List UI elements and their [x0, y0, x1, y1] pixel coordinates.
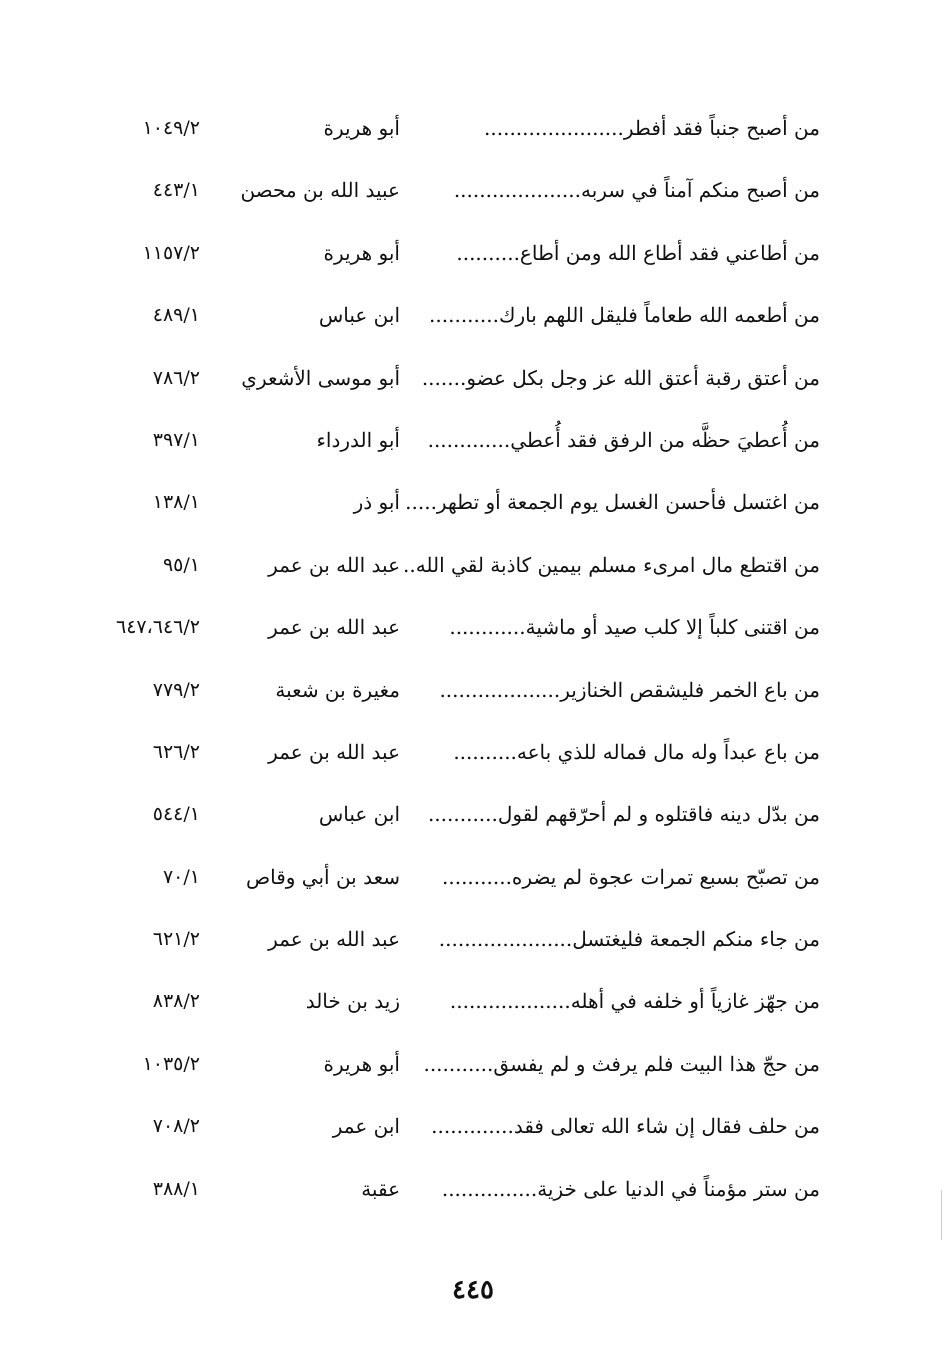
- narrator-name: سعد بن أبي وقاص: [245, 864, 400, 889]
- narrator-name: عبد الله بن عمر: [268, 739, 400, 764]
- index-entry: [100, 969, 830, 1031]
- index-entry: [100, 158, 830, 220]
- narrator-name: أبو الدرداء: [316, 427, 400, 452]
- hadith-text: من اغتسل فأحسن الغسل يوم الجمعة أو تطهر.....: [405, 490, 820, 515]
- index-entry: [100, 845, 830, 907]
- hadith-text: من أطعمه الله طعاماً فليقل اللهم بارك...........: [429, 303, 820, 328]
- index-entry: [100, 1157, 830, 1219]
- volume-page-reference: ١٠٤٩/٢: [142, 117, 200, 139]
- narrator-name: عبد الله بن عمر: [268, 927, 400, 952]
- hadith-text: من بدّل دينه فاقتلوه و لم أحرّقهم لقول...........: [427, 802, 820, 827]
- narrator-name: أبو هريرة: [323, 240, 400, 265]
- hadith-text: من حلف فقال إن شاء الله تعالى فقد.............: [431, 1114, 820, 1139]
- narrator-name: أبو موسى الأشعري: [241, 365, 400, 390]
- index-entry: [100, 658, 830, 720]
- index-entry: [100, 221, 830, 283]
- hadith-text: من أعتق رقبة أعتق الله عز وجل بكل عضو.......: [421, 365, 820, 390]
- index-entry: [100, 96, 830, 158]
- volume-page-reference: ٦٢٦/٢: [152, 740, 200, 763]
- hadith-text: من أُعطيَ حظَّه من الرفق فقد أُعطي.............: [427, 427, 820, 452]
- hadith-text: من أصبح جنباً فقد أفطر......................: [484, 116, 820, 140]
- narrator-name: ابن عباس: [318, 802, 400, 827]
- hadith-text: من أطاعني فقد أطاع الله ومن أطاع..........: [456, 240, 820, 265]
- volume-page-reference: ٧٠٨/٢: [152, 1115, 200, 1138]
- volume-page-reference: ٨٣٨/٢: [152, 990, 200, 1013]
- index-entry: [100, 1094, 830, 1156]
- narrator-name: أبو ذر: [353, 490, 400, 515]
- hadith-text: من حجّ هذا البيت فلم يرفث و لم يفسق...........: [423, 1051, 820, 1076]
- volume-page-reference: ١٣٨/١: [152, 491, 200, 514]
- narrator-name: عبد الله بن عمر: [268, 552, 400, 577]
- hadith-text: من اقتطع مال امرىء مسلم بيمين كاذبة لقي الله..: [402, 552, 820, 577]
- narrator-name: ابن عمر: [332, 1114, 400, 1139]
- hadith-text: من جهّز غازياً أو خلفه في أهله...................: [449, 989, 820, 1014]
- volume-page-reference: ٧٨٦/٢: [152, 366, 200, 389]
- index-entry: [100, 346, 830, 408]
- volume-page-reference: ٩٥/١: [162, 553, 200, 576]
- volume-page-reference: ٦٤٧،٦٤٦/٢: [116, 616, 200, 639]
- index-entry: [100, 782, 830, 844]
- volume-page-reference: ٣٨٨/١: [152, 1177, 200, 1200]
- hadith-text: من اقتنى كلباً إلا كلب صيد أو ماشية............: [449, 615, 820, 640]
- hadith-text: من ستر مؤمناً في الدنيا على خزية...............: [441, 1176, 820, 1201]
- narrator-name: عبد الله بن عمر: [268, 615, 400, 640]
- volume-page-reference: ١٠٣٥/٢: [142, 1052, 200, 1075]
- hadith-text: من جاء منكم الجمعة فليغتسل.....................: [438, 927, 820, 952]
- index-entry: [100, 1032, 830, 1094]
- page-number: ٤٤٥: [452, 1275, 494, 1305]
- index-entry: [100, 907, 830, 969]
- volume-page-reference: ٥٤٤/١: [152, 803, 200, 826]
- hadith-text: من أصبح منكم آمناً في سربه....................: [453, 178, 820, 203]
- narrator-name: عبيد الله بن محصن: [240, 178, 400, 203]
- index-entry: [100, 595, 830, 657]
- narrator-name: أبو هريرة: [323, 116, 400, 140]
- volume-page-reference: ٣٩٧/١: [152, 428, 200, 451]
- volume-page-reference: ٤٨٩/١: [152, 304, 200, 327]
- narrator-name: أبو هريرة: [323, 1051, 400, 1076]
- hadith-text: من باع الخمر فليشقص الخنازير...................: [439, 677, 820, 702]
- index-entry: [100, 720, 830, 782]
- volume-page-reference: ٧٧٩/٢: [152, 678, 200, 701]
- index-entry: [100, 408, 830, 470]
- index-entry: [100, 283, 830, 345]
- margin-mark: [941, 1190, 942, 1240]
- narrator-name: ابن عباس: [318, 303, 400, 328]
- volume-page-reference: ٧٠/١: [162, 865, 200, 888]
- hadith-index-list: [100, 96, 830, 1219]
- narrator-name: مغيرة بن شعبة: [275, 677, 400, 702]
- volume-page-reference: ٦٢١/٢: [152, 928, 200, 951]
- index-entry: [100, 470, 830, 532]
- volume-page-reference: ٤٤٣/١: [152, 179, 200, 202]
- volume-page-reference: ١١٥٧/٢: [142, 241, 200, 264]
- hadith-text: من باع عبداً وله مال فماله للذي باعه..........: [453, 739, 820, 764]
- narrator-name: عقبة: [361, 1176, 400, 1201]
- index-entry: [100, 533, 830, 595]
- hadith-text: من تصبّح بسبع تمرات عجوة لم يضره...........: [442, 864, 820, 889]
- narrator-name: زيد بن خالد: [305, 989, 400, 1014]
